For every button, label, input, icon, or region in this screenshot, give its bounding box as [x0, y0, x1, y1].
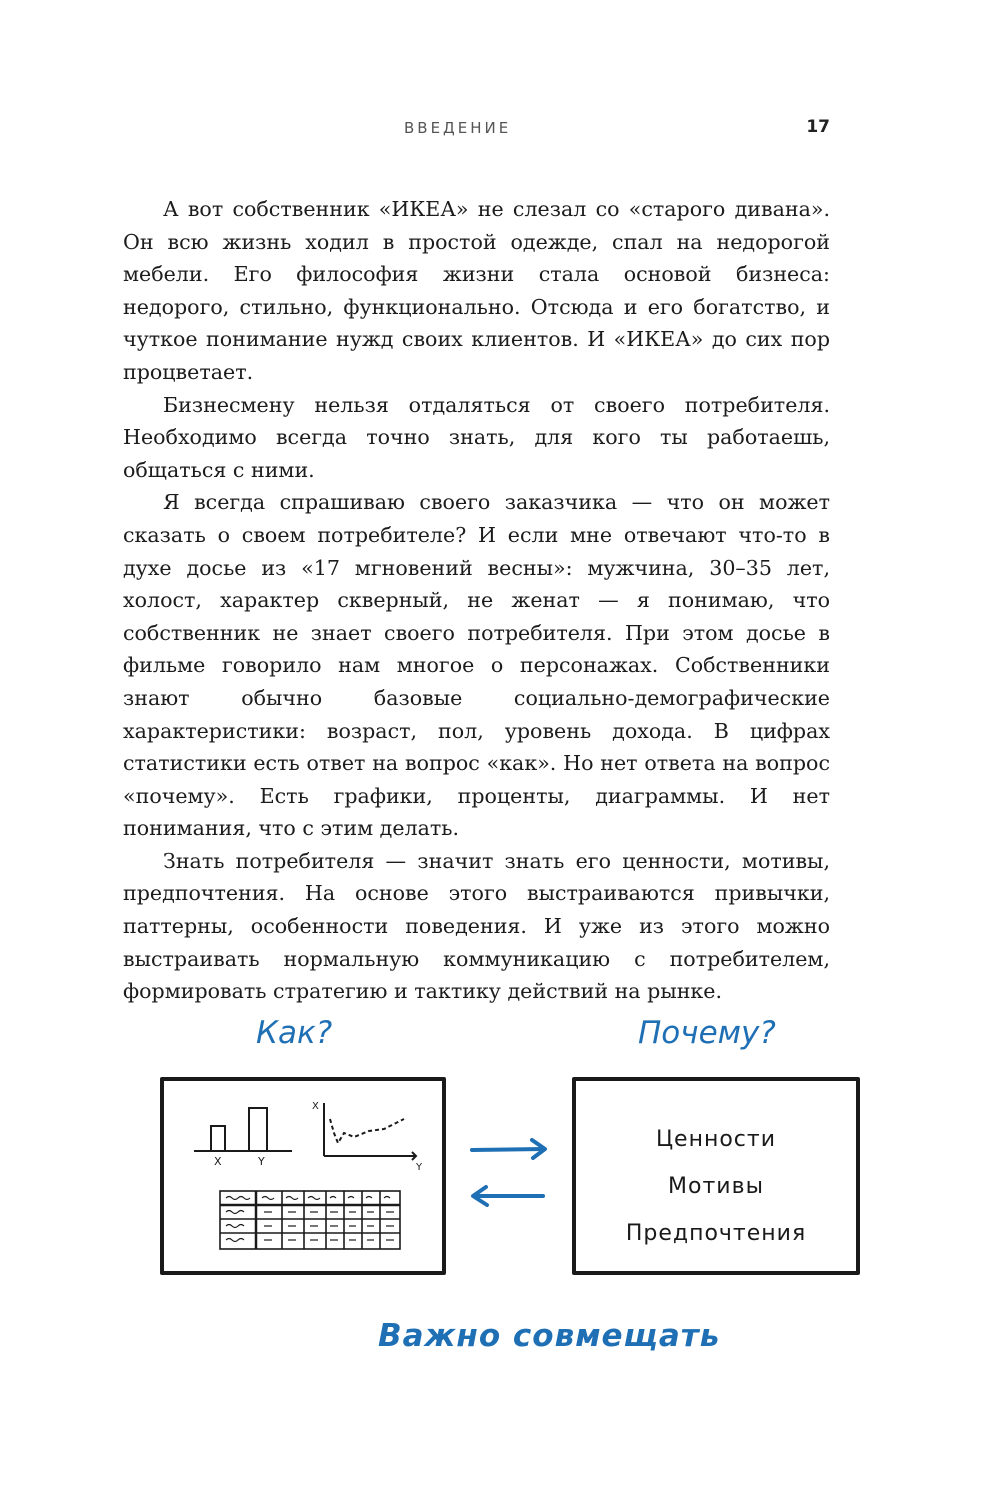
bar-y-label: Y: [258, 1155, 265, 1168]
axis-y-label: Y: [416, 1162, 423, 1173]
page-number: 17: [806, 117, 830, 137]
axis-x-label: X: [312, 1101, 319, 1112]
value-item-motives: Мотивы: [668, 1174, 764, 1199]
bar-x-label: X: [214, 1155, 222, 1168]
paragraph-2: Бизнесмену нельзя отдаляться от своего потребителя. Необходимо всегда точно знать, для кого ты работаешь, общаться с ними.: [123, 392, 830, 482]
statistics-sketch: [164, 1081, 442, 1271]
paragraph-4: Знать потребителя — значит знать его ценности, мотивы, предпочтения. На основе этого выстраиваются привычки, паттерны, особенности поведения. И уже из этого можно выстраивать нормальную коммуникацию с потребителем, формировать стратегию и тактику действий на рынке.: [123, 848, 830, 1004]
paragraph-1: А вот собственник «ИКЕА» не слезал со «старого дивана». Он всю жизнь ходил в простой одежде, спал на недорогой мебели. Его философия жизни стала основой бизнеса: недорого, стильно, функционально. Отсюда и его богатство, и чуткое понимание нужд своих клиентов. И «ИКЕА» до сих пор процветает.: [123, 197, 830, 384]
running-head: ВВЕДЕНИЕ: [404, 119, 512, 137]
arrow-left-icon: [473, 1187, 543, 1205]
line-chart-sketch-icon: [324, 1103, 416, 1160]
label-why: Почему?: [638, 1015, 776, 1051]
arrow-right-icon: [472, 1140, 545, 1158]
value-item-values: Ценности: [655, 1127, 777, 1152]
bar-chart-sketch-icon: [194, 1108, 292, 1151]
label-how: Как?: [256, 1015, 333, 1051]
label-combine: Важно совмещать: [378, 1318, 721, 1354]
illustration: [0, 1000, 1000, 1400]
body-text: [123, 193, 830, 1008]
statistics-box: [160, 1077, 446, 1275]
values-list: [576, 1116, 856, 1257]
page-header: [0, 117, 1000, 147]
values-box: [572, 1077, 860, 1275]
paragraph-3: Я всегда спрашиваю своего заказчика — что он может сказать о своем потребителе? И если мне отвечают что-то в духе досье из «17 мгновений весны»: мужчина, 30–35 лет, холост, характер скверный, не женат — я понимаю, что собственник не знает своего потребителя. При этом досье в фильме говорило нам многое о персонажах. Собственники знают обычно базовые социально-демографические характеристики: возраст, пол, уровень дохода. В цифрах статистики есть ответ на вопрос «как». Но нет ответа на вопрос «почему». Есть графики, проценты, диаграммы. И нет понимания, что с этим делать.: [123, 490, 830, 841]
value-item-preferences: Предпочтения: [625, 1221, 807, 1246]
